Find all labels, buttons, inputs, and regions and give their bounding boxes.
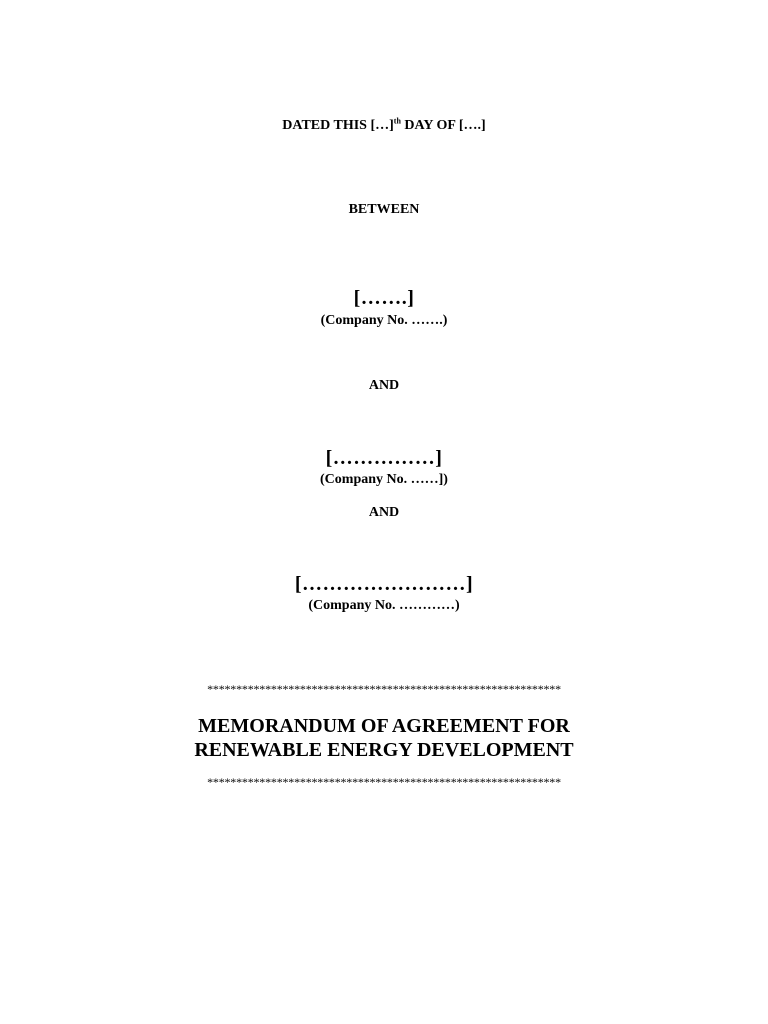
dated-suffix: DAY OF [….]: [400, 118, 486, 133]
between-label: BETWEEN: [348, 202, 420, 217]
separator-bottom: *************************************************************: [207, 775, 561, 789]
and-label-1: AND: [368, 378, 400, 393]
dated-line: [0, 118, 768, 134]
dated-ordinal-suffix: th: [393, 116, 401, 126]
party-1-name: […….]: [353, 287, 415, 309]
party-1-company-number: (Company No. …….): [320, 313, 448, 328]
title-line-1: MEMORANDUM OF AGREEMENT FOR: [198, 715, 570, 737]
party-2-company-number: (Company No. ……]): [320, 472, 448, 487]
title-line-2: RENEWABLE ENERGY DEVELOPMENT: [194, 739, 574, 761]
party-3-company-number: (Company No. …………): [308, 598, 460, 613]
dated-prefix: DATED THIS […]: [282, 118, 394, 133]
and-label-2: AND: [368, 505, 400, 520]
party-2-name: [……………]: [325, 447, 443, 469]
separator-top: *************************************************************: [207, 682, 561, 696]
party-3-name: [……………………]: [294, 573, 474, 595]
